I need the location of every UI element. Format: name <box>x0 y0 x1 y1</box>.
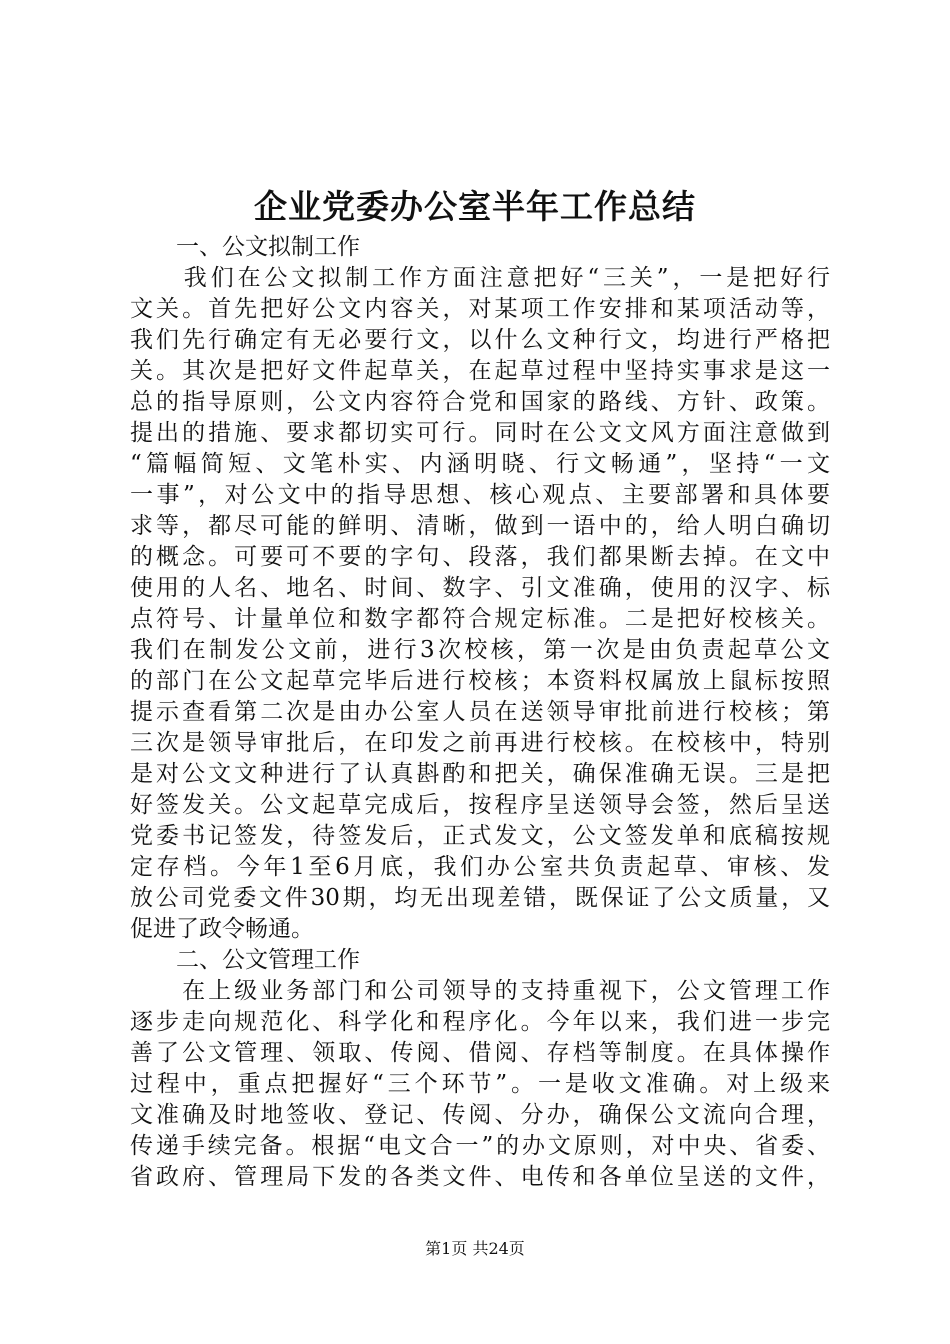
paragraph-line: 放公司党委文件30期，均无出现差错，既保证了公文质量，又 <box>130 885 830 911</box>
section-heading: 二、公文管理工作 <box>130 947 360 973</box>
paragraph-line: 求等，都尽可能的鲜明、清晰，做到一语中的，给人明白确切 <box>130 513 830 539</box>
paragraph-line: 传递手续完备。根据“电文合一”的办文原则，对中央、省委、 <box>130 1133 830 1159</box>
paragraph-line: 使用的人名、地名、时间、数字、引文准确，使用的汉字、标 <box>130 575 830 601</box>
paragraph-line: 我们在公文拟制工作方面注意把好“三关”，一是把好行 <box>130 265 830 291</box>
paragraph-line: 总的指导原则，公文内容符合党和国家的路线、方针、政策。 <box>130 389 830 415</box>
document-body <box>130 232 830 1193</box>
paragraph-line: 提出的措施、要求都切实可行。同时在公文文风方面注意做到 <box>130 420 830 446</box>
paragraph-line: 在上级业务部门和公司领导的支持重视下，公文管理工作 <box>130 978 830 1004</box>
page-footer: 第1页 共24页 <box>425 1239 525 1258</box>
paragraph-line: 提示查看第二次是由办公室人员在送领导审批前进行校核；第 <box>130 699 830 725</box>
paragraph-line: 一事”，对公文中的指导思想、核心观点、主要部署和具体要 <box>130 482 830 508</box>
paragraph-line: 文关。首先把好公文内容关，对某项工作安排和某项活动等， <box>130 296 830 322</box>
paragraph-line: 关。其次是把好文件起草关，在起草过程中坚持实事求是这一 <box>130 358 830 384</box>
paragraph-line: “篇幅简短、文笔朴实、内涵明晓、行文畅通”，坚持“一文 <box>130 451 830 477</box>
paragraph-line: 我们先行确定有无必要行文，以什么文种行文，均进行严格把 <box>130 327 830 353</box>
paragraph-line: 党委书记签发，待签发后，正式发文，公文签发单和底稿按规 <box>130 823 830 849</box>
paragraph-line: 过程中，重点把握好“三个环节”。一是收文准确。对上级来 <box>130 1071 830 1097</box>
paragraph-line: 文准确及时地签收、登记、传阅、分办，确保公文流向合理， <box>130 1102 830 1128</box>
section-heading: 一、公文拟制工作 <box>130 234 360 260</box>
paragraph-line: 是对公文文种进行了认真斟酌和把关，确保准确无误。三是把 <box>130 761 830 787</box>
paragraph-line: 三次是领导审批后，在印发之前再进行校核。在校核中，特别 <box>130 730 830 756</box>
paragraph-line: 我们在制发公文前，进行3次校核，第一次是由负责起草公文 <box>130 637 830 663</box>
paragraph-line: 的概念。可要可不要的字句、段落，我们都果断去掉。在文中 <box>130 544 830 570</box>
paragraph-line: 的部门在公文起草完毕后进行校核；本资料权属放上鼠标按照 <box>130 668 830 694</box>
paragraph-line: 促进了政令畅通。 <box>130 916 314 942</box>
paragraph-line: 定存档。今年1至6月底，我们办公室共负责起草、审核、发 <box>130 854 830 880</box>
paragraph-line: 善了公文管理、领取、传阅、借阅、存档等制度。在具体操作 <box>130 1040 830 1066</box>
paragraph-line: 逐步走向规范化、科学化和程序化。今年以来，我们进一步完 <box>130 1009 830 1035</box>
document-title: 企业党委办公室半年工作总结 <box>254 187 696 226</box>
paragraph-line: 省政府、管理局下发的各类文件、电传和各单位呈送的文件， <box>130 1164 830 1190</box>
paragraph-line: 点符号、计量单位和数字都符合规定标准。二是把好校核关。 <box>130 606 830 632</box>
paragraph-line: 好签发关。公文起草完成后，按程序呈送领导会签，然后呈送 <box>130 792 830 818</box>
